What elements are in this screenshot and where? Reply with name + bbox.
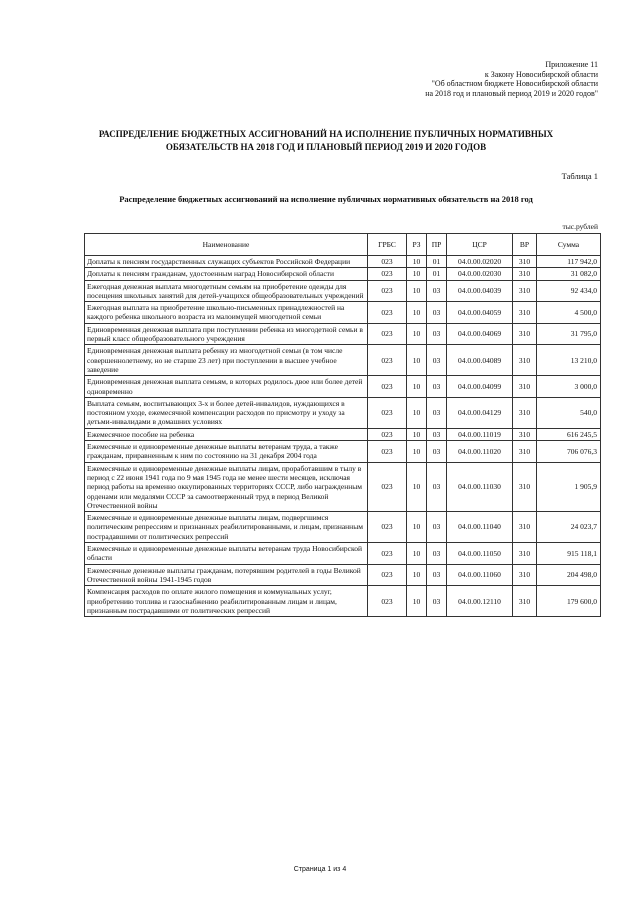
cell-pr: 03 — [427, 462, 447, 511]
cell-name: Выплата семьям, воспитывающих 3-х и более детей-инвалидов, нуждающихся в постоянном уходе, ежемесячной компенсации расходов по присмотру и уходу за детьми-инвалидами в домашних условиях — [85, 397, 368, 428]
cell-rz: 10 — [407, 397, 427, 428]
column-header-csr: ЦСР — [447, 234, 513, 256]
cell-csr: 04.0.00.11050 — [447, 543, 513, 565]
appendix-line: к Закону Новосибирской области — [484, 69, 598, 79]
cell-csr: 04.0.00.04089 — [447, 345, 513, 376]
cell-grbs: 023 — [368, 256, 407, 268]
cell-rz: 10 — [407, 268, 427, 280]
cell-grbs: 023 — [368, 441, 407, 463]
cell-csr: 04.0.00.02030 — [447, 268, 513, 280]
table-row — [85, 323, 601, 345]
table-title: Распределение бюджетных ассигнований на исполнение публичных нормативных обязательств на 2018 год — [119, 194, 533, 204]
table-row — [85, 586, 601, 617]
cell-grbs: 023 — [368, 397, 407, 428]
cell-pr: 03 — [427, 564, 447, 586]
table-row — [85, 441, 601, 463]
document-title-line: ОБЯЗАТЕЛЬСТВ НА 2018 ГОД И ПЛАНОВЫЙ ПЕРИОД 2019 И 2020 ГОДОВ — [165, 142, 487, 152]
table-row — [85, 302, 601, 324]
cell-csr: 04.0.00.11020 — [447, 441, 513, 463]
cell-rz: 10 — [407, 462, 427, 511]
cell-rz: 10 — [407, 345, 427, 376]
cell-name: Единовременная денежная выплата ребенку из многодетной семьи (в том числе совершеннолетнему, но не старше 23 лет) при поступлении в высшее учебное заведение — [85, 345, 368, 376]
allocations-table — [84, 233, 601, 617]
cell-rz: 10 — [407, 280, 427, 302]
cell-pr: 03 — [427, 345, 447, 376]
cell-name: Ежегодная денежная выплата многодетным семьям на приобретение одежды для посещения школьных занятий для детей-учащихся общеобразовательных учреждений — [85, 280, 368, 302]
table-row — [85, 462, 601, 511]
cell-pr: 01 — [427, 268, 447, 280]
cell-vr: 310 — [513, 564, 537, 586]
cell-csr: 04.0.00.04039 — [447, 280, 513, 302]
cell-vr: 310 — [513, 345, 537, 376]
cell-rz: 10 — [407, 441, 427, 463]
cell-rz: 10 — [407, 376, 427, 398]
cell-csr: 04.0.00.04099 — [447, 376, 513, 398]
cell-name: Доплаты к пенсиям государственных служащих субъектов Российской Федерации — [85, 256, 368, 268]
cell-vr: 310 — [513, 586, 537, 617]
cell-vr: 310 — [513, 268, 537, 280]
cell-csr: 04.0.00.12110 — [447, 586, 513, 617]
cell-vr: 310 — [513, 441, 537, 463]
cell-sum: 915 118,1 — [537, 543, 601, 565]
column-header-rz: РЗ — [407, 234, 427, 256]
cell-pr: 03 — [427, 512, 447, 543]
cell-csr: 04.0.00.02020 — [447, 256, 513, 268]
cell-sum: 616 245,5 — [537, 428, 601, 440]
cell-vr: 310 — [513, 397, 537, 428]
table-number: Таблица 1 — [561, 171, 598, 181]
appendix-header — [278, 60, 598, 98]
cell-rz: 10 — [407, 512, 427, 543]
document-title — [60, 128, 592, 154]
column-header-pr: ПР — [427, 234, 447, 256]
table-row — [85, 564, 601, 586]
table-row — [85, 376, 601, 398]
cell-grbs: 023 — [368, 564, 407, 586]
document-title-line: РАСПРЕДЕЛЕНИЕ БЮДЖЕТНЫХ АССИГНОВАНИЙ НА ИСПОЛНЕНИЕ ПУБЛИЧНЫХ НОРМАТИВНЫХ — [98, 129, 554, 139]
column-header-name: Наименование — [85, 234, 368, 256]
cell-vr: 310 — [513, 512, 537, 543]
cell-sum: 706 076,3 — [537, 441, 601, 463]
cell-csr: 04.0.00.11019 — [447, 428, 513, 440]
cell-grbs: 023 — [368, 462, 407, 511]
cell-pr: 01 — [427, 256, 447, 268]
cell-sum: 24 023,7 — [537, 512, 601, 543]
cell-rz: 10 — [407, 323, 427, 345]
cell-name: Ежемесячное пособие на ребенка — [85, 428, 368, 440]
column-header-vr: ВР — [513, 234, 537, 256]
cell-pr: 03 — [427, 543, 447, 565]
cell-vr: 310 — [513, 376, 537, 398]
cell-grbs: 023 — [368, 586, 407, 617]
cell-pr: 03 — [427, 376, 447, 398]
cell-sum: 4 500,0 — [537, 302, 601, 324]
cell-rz: 10 — [407, 302, 427, 324]
table-row — [85, 280, 601, 302]
cell-sum: 92 434,0 — [537, 280, 601, 302]
cell-pr: 03 — [427, 280, 447, 302]
cell-name: Единовременная денежная выплата при поступлении ребенка из многодетной семьи в первый класс общеобразовательного учреждения — [85, 323, 368, 345]
cell-sum: 179 600,0 — [537, 586, 601, 617]
table-row — [85, 428, 601, 440]
cell-grbs: 023 — [368, 280, 407, 302]
table-row — [85, 512, 601, 543]
cell-rz: 10 — [407, 564, 427, 586]
table-row — [85, 256, 601, 268]
cell-rz: 10 — [407, 256, 427, 268]
cell-csr: 04.0.00.11060 — [447, 564, 513, 586]
cell-csr: 04.0.00.11030 — [447, 462, 513, 511]
appendix-line: на 2018 год и плановый период 2019 и 2020 годов" — [425, 88, 598, 98]
cell-sum: 3 000,0 — [537, 376, 601, 398]
cell-grbs: 023 — [368, 428, 407, 440]
cell-name: Ежемесячные и единовременные денежные выплаты ветеранам труда Новосибирской области — [85, 543, 368, 565]
cell-sum: 31 795,0 — [537, 323, 601, 345]
cell-name: Ежемесячные и единовременные денежные выплаты ветеранам труда, а также гражданам, приравненным к ним по состоянию на 31 декабря 2004 года — [85, 441, 368, 463]
cell-sum: 13 210,0 — [537, 345, 601, 376]
cell-grbs: 023 — [368, 302, 407, 324]
table-row — [85, 543, 601, 565]
cell-pr: 03 — [427, 323, 447, 345]
cell-name: Единовременная денежная выплата семьям, в которых родилось двое или более детей одновременно — [85, 376, 368, 398]
table-row — [85, 397, 601, 428]
cell-vr: 310 — [513, 428, 537, 440]
cell-rz: 10 — [407, 428, 427, 440]
cell-pr: 03 — [427, 586, 447, 617]
column-header-sum: Сумма — [537, 234, 601, 256]
cell-vr: 310 — [513, 302, 537, 324]
cell-name: Ежегодная выплата на приобретение школьно-письменных принадлежностей на каждого ребенка школьного возраста из малоимущей многодетной семьи — [85, 302, 368, 324]
cell-pr: 03 — [427, 302, 447, 324]
cell-vr: 310 — [513, 256, 537, 268]
cell-name: Ежемесячные и единовременные денежные выплаты лицам, проработавшим в тылу в период с 22 июня 1941 года по 9 мая 1945 года не менее шести месяцев, исключая период работы на временно оккупированных территориях СССР, либо награжденным орденами или медалями СССР за самоотверженный труд в период Великой Отечественной войны — [85, 462, 368, 511]
table-row — [85, 268, 601, 280]
cell-pr: 03 — [427, 441, 447, 463]
cell-name: Ежемесячные денежные выплаты гражданам, потерявшим родителей в годы Великой Отечественной войны 1941-1945 годов — [85, 564, 368, 586]
table-row — [85, 345, 601, 376]
column-header-grbs: ГРБС — [368, 234, 407, 256]
cell-csr: 04.0.00.04059 — [447, 302, 513, 324]
cell-grbs: 023 — [368, 268, 407, 280]
cell-grbs: 023 — [368, 323, 407, 345]
cell-name: Ежемесячные и единовременные денежные выплаты лицам, подвергшимся политическим репрессиям и признанных реабилитированными, и лицам, признанным пострадавшими от политических репрессий — [85, 512, 368, 543]
cell-grbs: 023 — [368, 512, 407, 543]
cell-vr: 310 — [513, 280, 537, 302]
cell-vr: 310 — [513, 543, 537, 565]
cell-sum: 204 498,0 — [537, 564, 601, 586]
cell-pr: 03 — [427, 397, 447, 428]
cell-rz: 10 — [407, 543, 427, 565]
units-label: тыс.рублей — [562, 222, 598, 231]
appendix-line: Приложение 11 — [545, 60, 598, 69]
cell-csr: 04.0.00.04069 — [447, 323, 513, 345]
cell-vr: 310 — [513, 462, 537, 511]
cell-sum: 1 905,9 — [537, 462, 601, 511]
cell-csr: 04.0.00.11040 — [447, 512, 513, 543]
cell-grbs: 023 — [368, 376, 407, 398]
cell-sum: 117 942,0 — [537, 256, 601, 268]
cell-grbs: 023 — [368, 345, 407, 376]
cell-rz: 10 — [407, 586, 427, 617]
cell-sum: 31 082,0 — [537, 268, 601, 280]
page-footer: Страница 1 из 4 — [293, 866, 347, 873]
appendix-line: "Об областном бюджете Новосибирской области — [431, 79, 598, 89]
cell-name: Компенсация расходов по оплате жилого помещения и коммунальных услуг, приобретению топлива и газоснабжению реабилитированным лицам и лицам, признанным пострадавшими от политических репрессий — [85, 586, 368, 617]
cell-grbs: 023 — [368, 543, 407, 565]
cell-csr: 04.0.00.04129 — [447, 397, 513, 428]
cell-name: Доплаты к пенсиям гражданам, удостоенным наград Новосибирской области — [85, 268, 368, 280]
cell-vr: 310 — [513, 323, 537, 345]
cell-sum: 540,0 — [537, 397, 601, 428]
table-header-row — [85, 234, 601, 256]
cell-pr: 03 — [427, 428, 447, 440]
